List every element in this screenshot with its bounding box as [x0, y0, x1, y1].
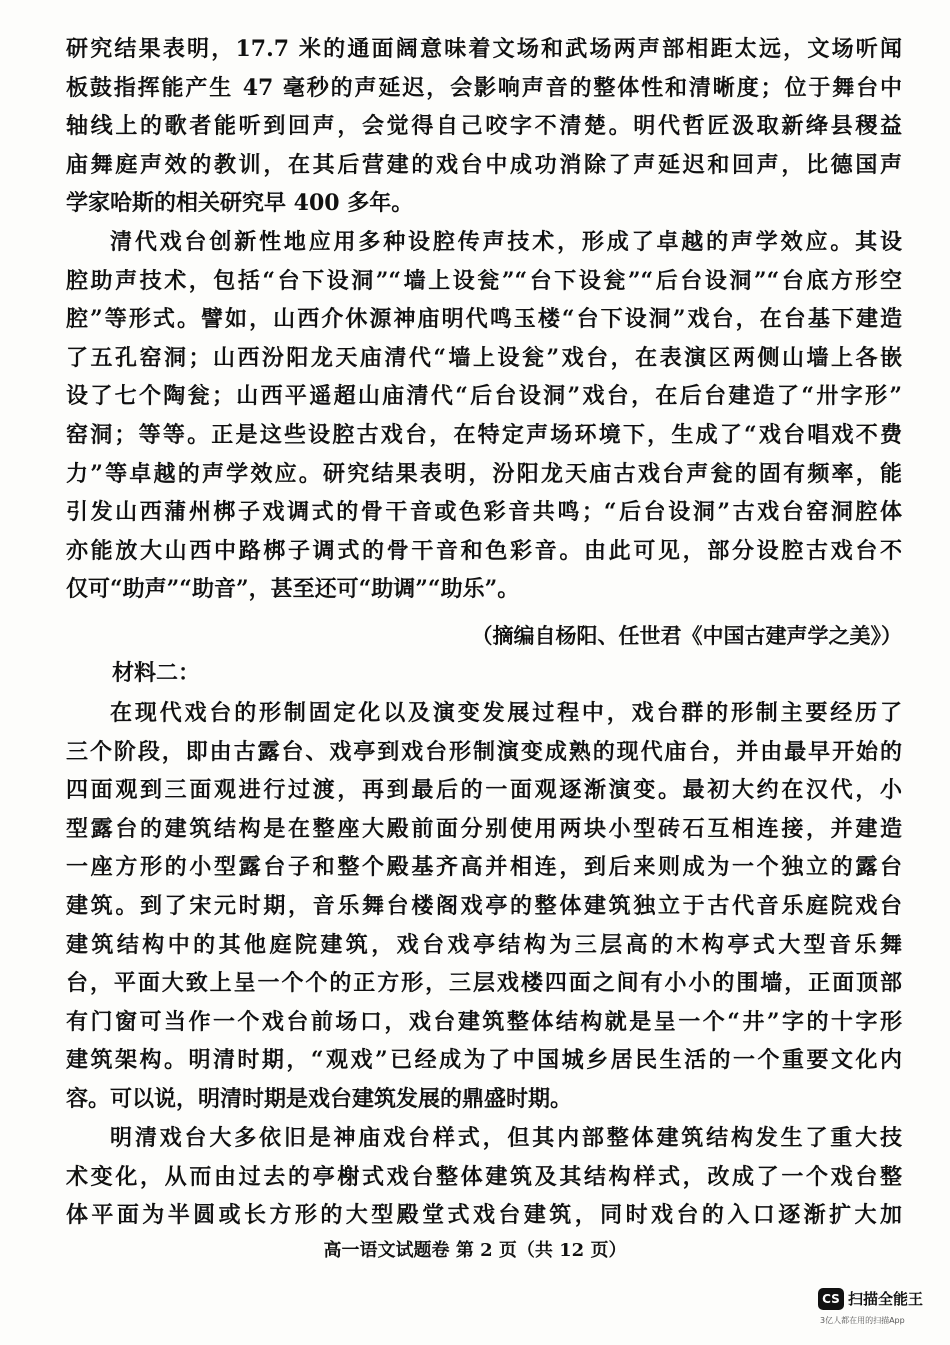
paragraph-qing-stage-cavity [66, 223, 902, 609]
text-line: 四面观到三面观进行过渡，再到最后的一面观逐渐演变。最初大约在汉代，小 [66, 777, 902, 804]
paragraph-acoustic-research [66, 30, 902, 223]
text-line: 腔”等形式。譬如，山西介休源神庙明代鸣玉楼“台下设洞”戏台，在台基下建造 [66, 306, 902, 333]
text-line: 亦能放大山西中路梆子调式的骨干音和色彩音。由此可见，部分设腔古戏台不 [66, 537, 902, 564]
text-line: 建筑架构。明清时期，“观戏”已经成为了中国城乡居民生活的一个重要文化内 [66, 1047, 902, 1074]
text-line: 轴线上的歌者能听到回声，会觉得自己咬字不清楚。明代哲匠汲取新绛县稷益 [66, 113, 902, 140]
source-citation: （摘编自杨阳、任世君《中国古建声学之美》） [471, 623, 902, 648]
paragraph-stage-evolution [66, 694, 902, 1119]
text-line: 型露台的建筑结构是在整座大殿前面分别使用两块小型砖石互相连接，并建造 [66, 815, 902, 842]
text-line: 有门窗可当作一个戏台前场口，戏台建筑整体结构就是呈一个“井”字的十字形 [66, 1008, 902, 1035]
text-line: 设了七个陶瓮；山西平遥超山庙清代“后台设洞”戏台，在后台建造了“卅字形” [66, 383, 902, 410]
text-line: 在现代戏台的形制固定化以及演变发展过程中，戏台群的形制主要经历了 [110, 700, 902, 726]
text-line: 建筑。到了宋元时期，音乐舞台楼阁戏亭的整体建筑独立于古代音乐庭院戏台 [66, 892, 902, 919]
paragraph-ming-qing-stage [66, 1119, 902, 1235]
text-line: 建筑结构中的其他庭院建筑，戏台戏亭结构为三层高的木构亭式大型音乐舞 [66, 931, 902, 958]
text-line: 一座方形的小型露台子和整个殿基齐高并相连，到后来则成为一个独立的露台 [66, 854, 902, 881]
scanner-watermark [818, 1288, 938, 1336]
text-line: 仅可“助声”“助音”，甚至还可“助调”“助乐”。 [66, 576, 520, 603]
text-line: 力”等卓越的声学效应。研究结果表明，汾阳龙天庙古戏台声瓮的固有频率，能 [66, 460, 902, 487]
material-two-heading: 材料二： [112, 661, 201, 686]
text-line: 清代戏台创新性地应用多种设腔传声技术，形成了卓越的声学效应。其设 [110, 229, 902, 255]
text-line: 体平面为半圆或长方形的大型殿堂式戏台建筑，同时戏台的入口逐渐扩大加 [66, 1202, 902, 1229]
watermark-app-name: 扫描全能王 [848, 1290, 924, 1308]
camscanner-logo-icon: CS [818, 1288, 844, 1310]
text-line: 明清戏台大多依旧是神庙戏台样式，但其内部整体建筑结构发生了重大技 [110, 1125, 902, 1151]
page-footer: 高一语文试题卷 第 2 页（共 12 页） [323, 1240, 627, 1261]
text-line: 台，平面大致上呈一个个的正方形，三层戏楼四面之间有小小的围墙，正面顶部 [66, 970, 902, 997]
text-line: 学家哈斯的相关研究早 400 多年。 [66, 190, 414, 217]
text-line: 了五孔窑洞；山西汾阳龙天庙清代“墙上设瓮”戏台，在表演区两侧山墙上各嵌 [66, 344, 902, 371]
text-line: 三个阶段，即由古露台、戏亭到戏台形制演变成熟的现代庙台，并由最早开始的 [66, 738, 902, 765]
text-line: 板鼓指挥能产生 47 毫秒的声延迟，会影响声音的整体性和清晰度；位于舞台中 [66, 74, 902, 101]
text-line: 术变化，从而由过去的亭榭式戏台整体建筑及其结构样式，改成了一个戏台整 [66, 1163, 902, 1190]
text-line: 窑洞；等等。正是这些设腔古戏台，在特定声场环境下，生成了“戏台唱戏不费 [66, 421, 902, 448]
text-line: 庙舞庭声效的教训，在其后营建的戏台中成功消除了声延迟和回声，比德国声 [66, 151, 902, 178]
watermark-tagline: 3亿人都在用的扫描App [820, 1316, 905, 1325]
text-line: 研究结果表明，17.7 米的通面阔意味着文场和武场两声部相距太远，文场听闻 [66, 36, 902, 62]
text-line: 引发山西蒲州梆子戏调式的骨干音或色彩音共鸣；“后台设洞”古戏台窑洞腔体 [66, 499, 902, 526]
text-line: 容。可以说，明清时期是戏台建筑发展的鼎盛时期。 [66, 1085, 573, 1112]
text-line: 腔助声技术，包括“台下设洞”“墙上设瓮”“台下设瓮”“后台设洞”“台底方形空 [66, 267, 902, 294]
